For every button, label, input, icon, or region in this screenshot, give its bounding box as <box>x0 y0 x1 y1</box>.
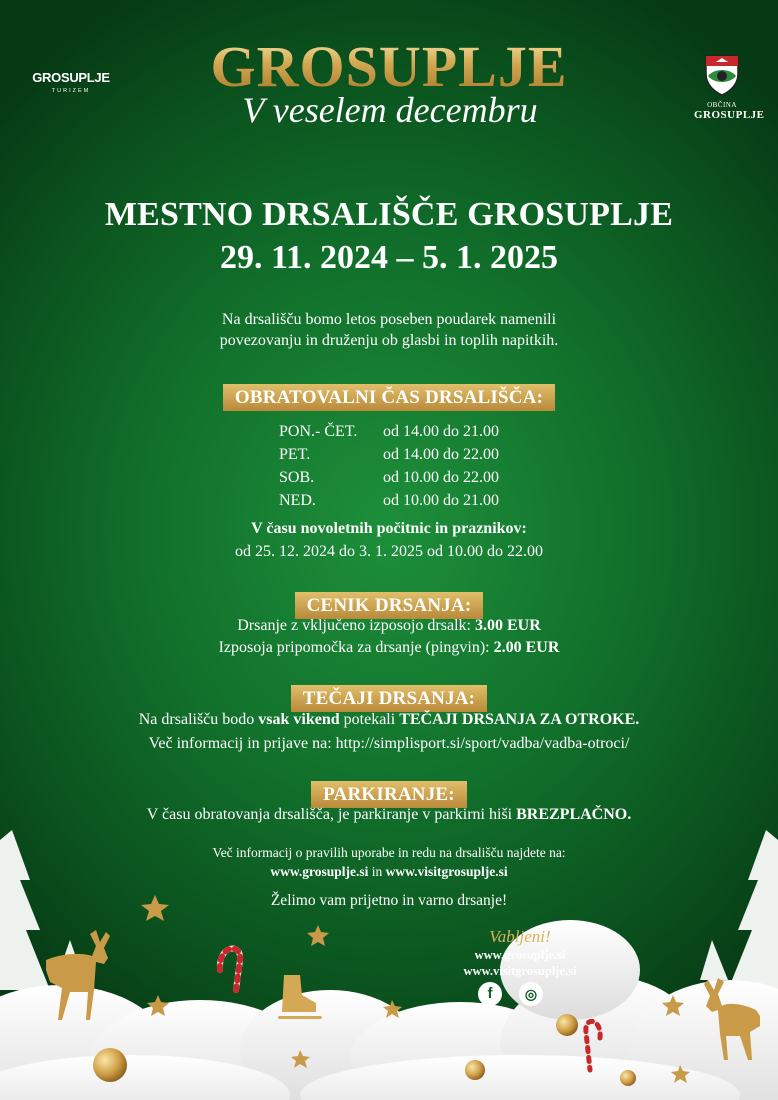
info-link-visitgrosuplje[interactable]: www.visitgrosuplje.si <box>385 864 508 879</box>
hours-row <box>279 466 499 489</box>
hours-section-title <box>0 384 778 411</box>
parking-section-title <box>0 781 778 808</box>
price-skating-label: Drsanje z vključeno izposojo drsalk: <box>237 617 475 634</box>
crest-label-line1: OBČINA <box>707 101 737 109</box>
footer-link-visitgrosuplje[interactable]: www.visitgrosuplje.si <box>463 964 577 978</box>
info-line: Več informacij o pravilih uporabe in redu na drsališču najdete na: <box>212 845 566 860</box>
courses-text-c: potekali <box>339 711 400 728</box>
hours-time: od 14.00 do 22.00 <box>383 446 499 463</box>
parking-free: BREZPLAČNO. <box>516 806 632 823</box>
hours-time: od 10.00 do 22.00 <box>383 469 499 486</box>
crest-icon <box>700 52 744 96</box>
parking-text: V času obratovanja drsališča, je parkiranje v parkirni hiši <box>146 806 517 823</box>
logo-brand: GROSUPLJE <box>32 70 110 85</box>
hours-time: od 10.00 do 21.00 <box>383 492 499 509</box>
price-title-label: CENIK DRSANJA: <box>295 592 484 619</box>
hours-day: PET. <box>279 446 311 463</box>
info-joiner: in <box>368 864 386 879</box>
ornament-icon <box>620 1070 636 1086</box>
courses-text-a: Na drsališču bodo <box>138 711 259 728</box>
facebook-icon[interactable]: f <box>478 982 502 1006</box>
price-skating-value: 3.00 EUR <box>474 617 541 634</box>
footer-link-grosuplje[interactable]: www.grosuplje.si <box>474 948 566 962</box>
hours-row <box>279 420 499 443</box>
courses-section-title <box>0 685 778 712</box>
courses-text-b: vsak vikend <box>258 711 340 728</box>
event-title: GROSUPLJE <box>178 38 600 96</box>
main-heading: MESTNO DRSALIŠČE GROSUPLJE <box>104 196 674 233</box>
hours-table <box>279 420 499 512</box>
price-line-skating <box>0 617 778 635</box>
instagram-icon[interactable]: ◎ <box>519 982 543 1006</box>
courses-line-1 <box>0 711 778 729</box>
parking-title-label: PARKIRANJE: <box>311 781 467 808</box>
price-penguin-label: Izposoja pripomočka za drsanje (pingvin): <box>218 639 494 656</box>
hours-day: NED. <box>279 492 316 509</box>
hours-title-label: OBRATOVALNI ČAS DRSALIŠČA: <box>223 384 555 411</box>
winter-decoration <box>0 820 778 1100</box>
courses-title-label: TEČAJI DRSANJA: <box>291 685 487 712</box>
courses-line-2: Več informacij in prijave na: http://simplisport.si/sport/vadba/vadba-otroci/ <box>148 735 630 752</box>
courses-text-d: TEČAJI DRSANJA ZA OTROKE. <box>399 711 640 728</box>
hours-day: SOB. <box>279 469 315 486</box>
municipality-crest <box>694 52 765 121</box>
price-penguin-value: 2.00 EUR <box>493 639 560 656</box>
price-line-penguin <box>0 639 778 657</box>
wish-text: Želimo vam prijetno in varno drsanje! <box>270 892 508 909</box>
holiday-hours: od 25. 12. 2024 do 3. 1. 2025 od 10.00 do 22.00 <box>235 543 543 560</box>
info-link-grosuplje[interactable]: www.grosuplje.si <box>270 864 369 879</box>
intro-line-1: Na drsališču bomo letos poseben poudarek namenili <box>221 311 557 328</box>
invite-text: Vabljeni! <box>489 927 551 946</box>
ornament-icon <box>556 1014 578 1036</box>
footer-contacts <box>420 927 620 979</box>
info-links <box>0 864 778 880</box>
ornament-icon <box>465 1060 485 1080</box>
hours-row <box>279 489 499 512</box>
crest-label-line2: GROSUPLJE <box>694 109 765 121</box>
logo-subtitle: TURIZEM <box>51 88 91 94</box>
hours-row <box>279 443 499 466</box>
intro-line-2: povezovanju in druženju ob glasbi in toplih napitkih. <box>219 332 559 349</box>
hours-day: PON.- ČET. <box>279 423 358 440</box>
ornament-icon <box>93 1048 127 1082</box>
turizem-logo <box>26 70 116 94</box>
hours-time: od 14.00 do 21.00 <box>383 423 499 440</box>
intro-text <box>0 309 778 351</box>
holiday-title: V času novoletnih počitnic in praznikov: <box>251 520 527 537</box>
event-subtitle: V veselem decembru <box>242 90 538 130</box>
date-range: 29. 11. 2024 – 5. 1. 2025 <box>219 239 559 276</box>
price-section-title <box>0 592 778 619</box>
